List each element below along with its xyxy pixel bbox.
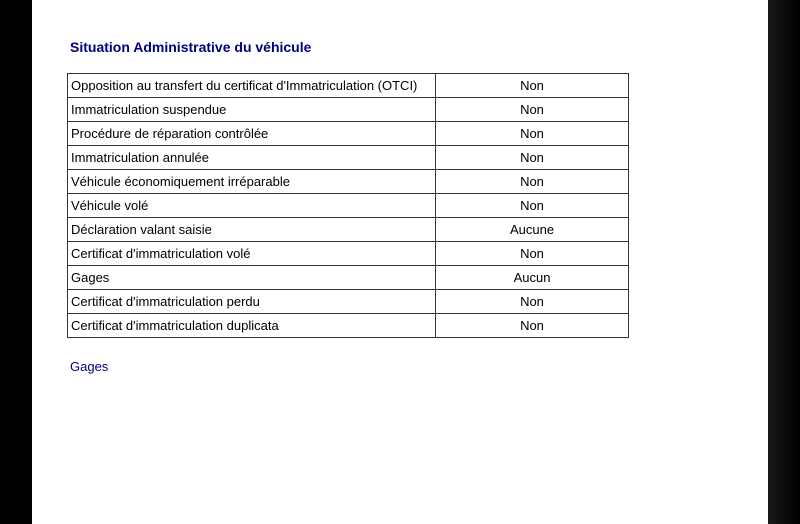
table-row	[68, 98, 629, 122]
gages-link[interactable]: Gages	[70, 359, 109, 374]
table-row	[68, 122, 629, 146]
row-value: Aucun	[436, 266, 629, 290]
row-label: Certificat d'immatriculation perdu	[68, 290, 436, 314]
row-label: Gages	[68, 266, 436, 290]
table-row	[68, 170, 629, 194]
table-row	[68, 314, 629, 338]
table-row	[68, 290, 629, 314]
vehicle-status-table	[67, 73, 629, 338]
row-value: Non	[436, 170, 629, 194]
row-value: Non	[436, 146, 629, 170]
table-row	[68, 194, 629, 218]
row-value: Non	[436, 98, 629, 122]
row-value: Non	[436, 314, 629, 338]
row-label: Certificat d'immatriculation volé	[68, 242, 436, 266]
table-row	[68, 146, 629, 170]
window-edge	[768, 0, 800, 524]
row-value: Non	[436, 122, 629, 146]
table-row	[68, 218, 629, 242]
row-value: Non	[436, 194, 629, 218]
row-value: Non	[436, 74, 629, 98]
row-value: Non	[436, 242, 629, 266]
row-value: Non	[436, 290, 629, 314]
row-label: Procédure de réparation contrôlée	[68, 122, 436, 146]
section-title: Situation Administrative du véhicule	[70, 39, 312, 55]
document-page	[32, 0, 768, 524]
table-row	[68, 74, 629, 98]
row-label: Immatriculation suspendue	[68, 98, 436, 122]
row-value: Aucune	[436, 218, 629, 242]
row-label: Certificat d'immatriculation duplicata	[68, 314, 436, 338]
table-row	[68, 266, 629, 290]
row-label: Immatriculation annulée	[68, 146, 436, 170]
row-label: Véhicule volé	[68, 194, 436, 218]
row-label: Opposition au transfert du certificat d'Immatriculation (OTCI)	[68, 74, 436, 98]
row-label: Véhicule économiquement irréparable	[68, 170, 436, 194]
row-label: Déclaration valant saisie	[68, 218, 436, 242]
table-row	[68, 242, 629, 266]
